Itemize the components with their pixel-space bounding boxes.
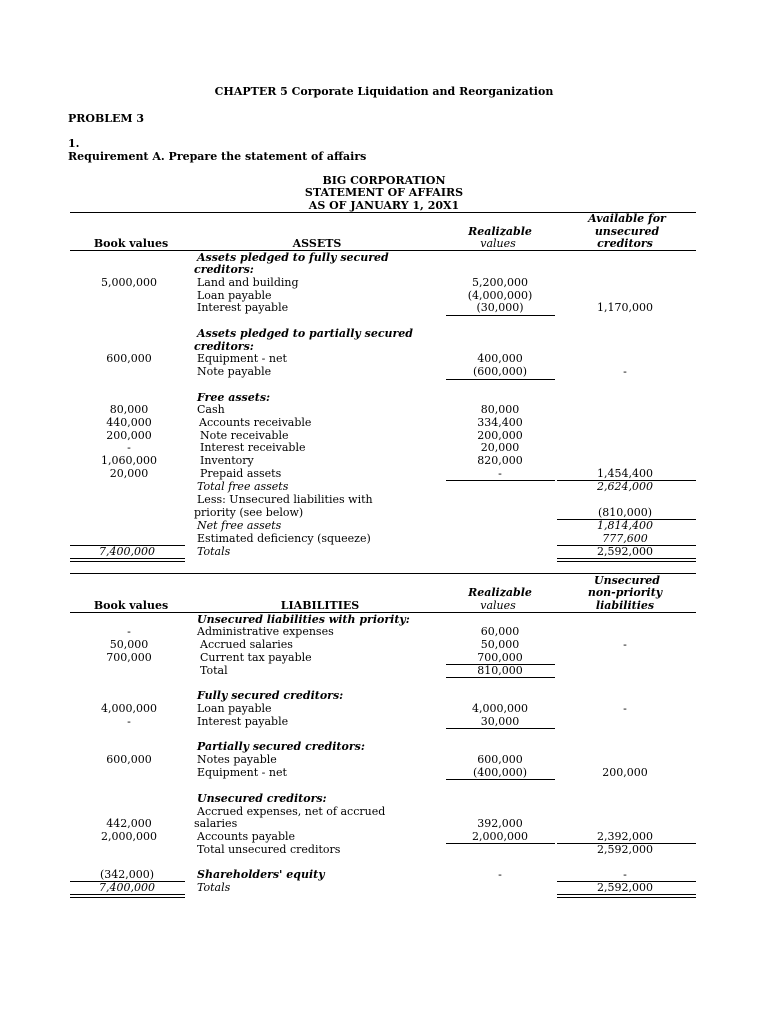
totals-value-double-rule [557, 558, 696, 562]
free-assets-underline [446, 480, 555, 481]
free-asset-label: Prepaid assets [200, 467, 282, 480]
partial-creditors-underline [446, 779, 555, 780]
free-asset-book: 20,000 [109, 467, 149, 480]
loan-payable-value: (4,000,000) [467, 289, 533, 302]
fully-secured-heading: Assets pledged to fully secured [197, 251, 389, 264]
accounts-payable-value: 2,000,000 [472, 830, 528, 843]
realizable-header-2: values [480, 599, 516, 612]
estimated-deficiency-value: 777,600 [602, 532, 648, 545]
free-asset-value: 820,000 [477, 454, 523, 467]
notes-payable-label: Notes payable [197, 753, 277, 766]
priority-book: 700,000 [106, 651, 152, 664]
net-free-assets-label: Net free assets [197, 519, 282, 532]
note-payable-label: Note payable [197, 365, 272, 378]
priority-book: 50,000 [109, 638, 149, 651]
liab-totals-value-double-rule [557, 894, 696, 898]
free-asset-book: 440,000 [106, 416, 152, 429]
equity-value: - [498, 868, 502, 881]
realizable-header-1: Realizable [468, 586, 532, 599]
fully-creditors-book: 4,000,000 [101, 702, 157, 715]
liab-totals-value: 2,592,000 [597, 881, 653, 894]
priority-heading: Unsecured liabilities with priority: [197, 613, 410, 626]
less-unsecured-value: (810,000) [597, 506, 653, 519]
free-asset-value: 20,000 [480, 441, 520, 454]
net-free-assets-value: 1,814,400 [597, 519, 653, 532]
accounts-payable-book: 2,000,000 [101, 830, 157, 843]
available-header-2: unsecured [594, 225, 660, 238]
unsecured-underline [446, 843, 555, 844]
total-unsecured-value: 2,592,000 [597, 843, 653, 856]
total-free-assets-value: 2,624,000 [597, 480, 653, 493]
partially-secured-heading: Assets pledged to partially secured [197, 327, 413, 340]
notes-payable-value: 600,000 [477, 753, 523, 766]
realizable-header-2: values [480, 237, 516, 250]
fully-loan-value: 4,000,000 [472, 702, 528, 715]
problem-label: PROBLEM 3 [68, 112, 145, 125]
priority-value: 700,000 [477, 651, 523, 664]
equity-unsecured: - [623, 868, 627, 881]
liab-totals-book: 7,400,000 [99, 881, 155, 894]
partial-equipment-label: Equipment - net [197, 766, 287, 779]
unsecured-header-3: liabilities [595, 599, 655, 612]
free-asset-label: Accounts receivable [199, 416, 312, 429]
prepaid-available: 1,454,400 [597, 467, 653, 480]
partially-secured-underline [446, 379, 555, 380]
priority-value: 60,000 [480, 625, 520, 638]
realizable-header-1: Realizable [468, 225, 532, 238]
accrued-expenses-value: 392,000 [477, 817, 523, 830]
priority-value: 50,000 [480, 638, 520, 651]
partial-creditors-unsecured: 200,000 [602, 766, 648, 779]
company-name: BIG CORPORATION [322, 174, 446, 187]
fully-creditors-heading: Fully secured creditors: [197, 689, 344, 702]
statement-date: AS OF JANUARY 1, 20X1 [308, 199, 460, 212]
priority-total-label: Total [200, 664, 228, 677]
fully-secured-available: 1,170,000 [597, 301, 653, 314]
free-asset-label: Cash [197, 403, 225, 416]
fully-secured-heading-2: creditors: [194, 263, 254, 276]
total-unsecured-label: Total unsecured creditors [197, 843, 341, 856]
liabilities-header: LIABILITIES [280, 599, 360, 612]
item-number: 1. [68, 137, 80, 150]
total-free-assets-label: Total free assets [197, 480, 289, 493]
accrued-expenses-label: Accrued expenses, net of accrued [197, 805, 386, 818]
requirement-text: Requirement A. Prepare the statement of affairs [68, 150, 367, 163]
partial-equipment-value: (400,000) [472, 766, 528, 779]
fully-creditors-unsecured: - [623, 702, 627, 715]
fully-creditors-underline [446, 728, 555, 729]
partially-secured-book: 600,000 [106, 352, 152, 365]
totals-book-double-rule [70, 558, 185, 562]
estimated-deficiency-label: Estimated deficiency (squeeze) [197, 532, 371, 545]
accrued-expenses-book: 442,000 [106, 817, 152, 830]
note-payable-value: (600,000) [472, 365, 528, 378]
liab-totals-label: Totals [197, 881, 231, 894]
partial-creditors-book: 600,000 [106, 753, 152, 766]
fully-secured-underline [446, 315, 555, 316]
free-asset-book: 1,060,000 [101, 454, 157, 467]
equipment-label: Equipment - net [197, 352, 287, 365]
accounts-payable-label: Accounts payable [197, 830, 296, 843]
unsecured-creditors-heading: Unsecured creditors: [197, 792, 327, 805]
book-values-header: Book values [93, 599, 169, 612]
free-asset-label: Note receivable [200, 429, 289, 442]
less-unsecured-label: Less: Unsecured liabilities with [197, 493, 373, 506]
free-assets-heading: Free assets: [197, 391, 271, 404]
unsecured-header-2: non-priority [587, 586, 663, 599]
fully-creditors-book: - [127, 715, 131, 728]
free-asset-label: Interest receivable [200, 441, 306, 454]
liab-totals-book-double-rule [70, 894, 185, 898]
equity-book: (342,000) [99, 868, 155, 881]
priority-label: Administrative expenses [197, 625, 334, 638]
partially-secured-heading-2: creditors: [194, 340, 254, 353]
loan-payable-label: Loan payable [197, 289, 272, 302]
accrued-expenses-label-2: salaries [194, 817, 238, 830]
fully-interest-value: 30,000 [480, 715, 520, 728]
interest-payable-value: (30,000) [476, 301, 524, 314]
free-asset-value: 80,000 [480, 403, 520, 416]
assets-totals-book: 7,400,000 [99, 545, 155, 558]
land-building-label: Land and building [197, 276, 299, 289]
fully-interest-label: Interest payable [197, 715, 289, 728]
assets-totals-label: Totals [197, 545, 231, 558]
free-asset-book: 200,000 [106, 429, 152, 442]
priority-book: - [127, 625, 131, 638]
chapter-title: CHAPTER 5 Corporate Liquidation and Reorganization [214, 85, 554, 98]
free-asset-value: - [498, 467, 502, 480]
available-header-3: creditors [597, 237, 653, 250]
assets-totals-value: 2,592,000 [597, 545, 653, 558]
priority-total-value: 810,000 [477, 664, 523, 677]
less-unsecured-label-2: priority (see below) [194, 506, 304, 519]
priority-label: Current tax payable [200, 651, 312, 664]
book-values-header: Book values [93, 237, 169, 250]
fully-secured-book: 5,000,000 [101, 276, 157, 289]
free-asset-book: 80,000 [109, 403, 149, 416]
free-asset-value: 200,000 [477, 429, 523, 442]
fully-loan-label: Loan payable [197, 702, 272, 715]
free-asset-label: Inventory [200, 454, 254, 467]
partially-secured-available: - [623, 365, 627, 378]
available-header-1: Available for [588, 212, 666, 225]
interest-payable-label: Interest payable [197, 301, 289, 314]
assets-header: ASSETS [292, 237, 342, 250]
free-asset-book: - [127, 441, 131, 454]
priority-total-underline [446, 677, 555, 678]
equity-label: Shareholders' equity [197, 868, 325, 881]
statement-title: STATEMENT OF AFFAIRS [304, 186, 464, 199]
priority-unsecured: - [623, 638, 627, 651]
unsecured-header-1: Unsecured [594, 574, 660, 587]
land-building-value: 5,200,000 [472, 276, 528, 289]
equipment-value: 400,000 [477, 352, 523, 365]
partial-creditors-heading: Partially secured creditors: [197, 740, 365, 753]
free-asset-value: 334,400 [477, 416, 523, 429]
accounts-payable-unsecured: 2,392,000 [597, 830, 653, 843]
priority-label: Accrued salaries [200, 638, 293, 651]
